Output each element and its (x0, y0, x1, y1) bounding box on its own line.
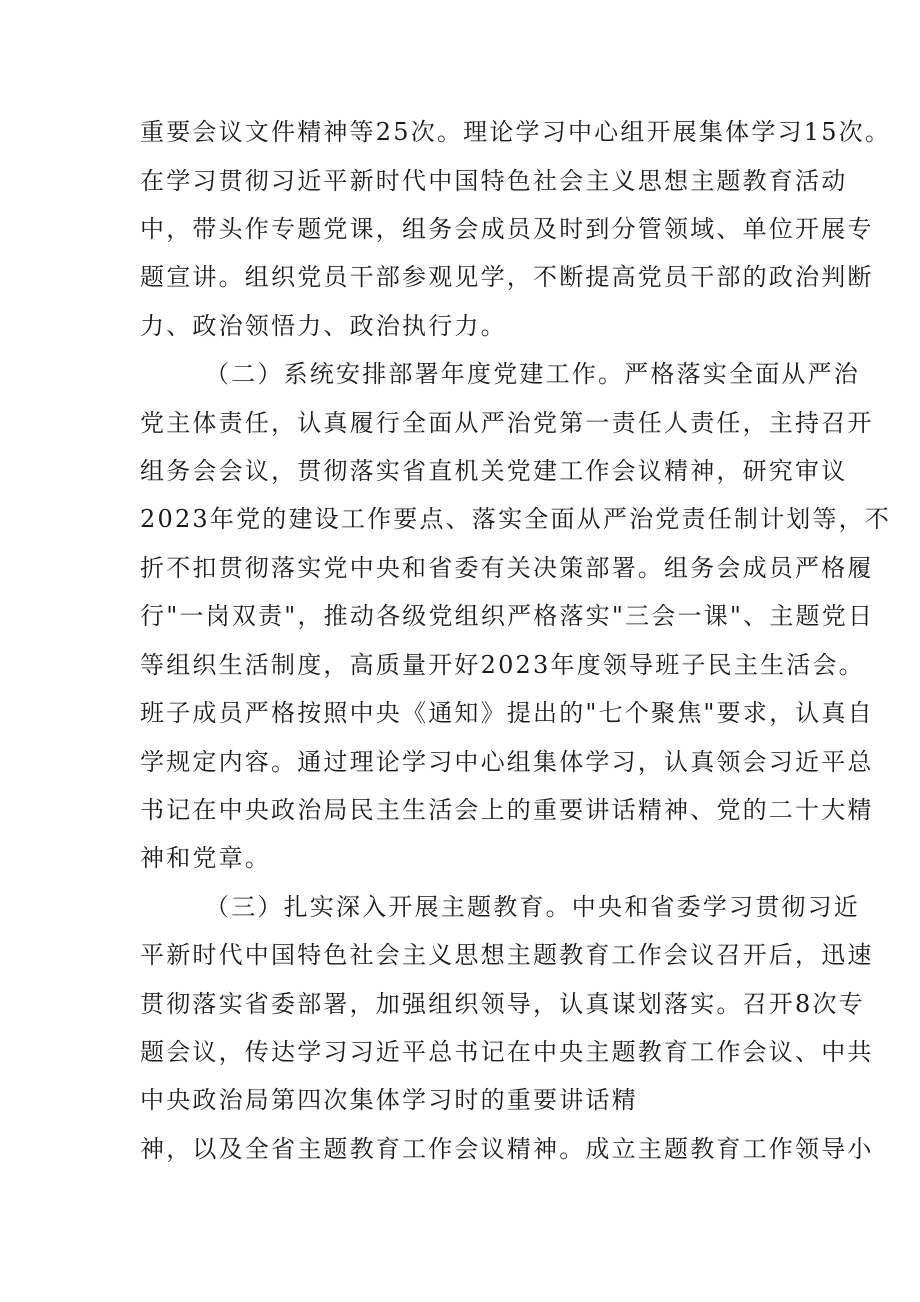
text-line: 神和党章。 (140, 844, 271, 872)
text-line: 书记在中央政治局民主生活会上的重要讲话精神、党的二十大精 (140, 796, 874, 824)
text-line: 题宣讲。组织党员干部参观见学，不断提高党员干部的政治判断 (140, 263, 874, 291)
text-line: 2023年党的建设工作要点、落实全面从严治党责任制计划等，不 (140, 505, 892, 533)
text-line: 平新时代中国特色社会主义思想主题教育工作会议召开后，迅速 (140, 941, 874, 969)
text-line: 中，带头作专题党课，组务会成员及时到分管领域、单位开展专 (140, 215, 874, 243)
section-heading-line: （二）系统安排部署年度党建工作。严格落实全面从严治 (205, 360, 860, 388)
text-line: 神，以及全省主题教育工作会议精神。成立主题教育工作领导小 (140, 1135, 874, 1163)
text-line: 学规定内容。通过理论学习中心组集体学习，认真领会习近平总 (140, 748, 874, 776)
section-heading-line: （三）扎实深入开展主题教育。中央和省委学习贯彻习近 (205, 893, 860, 921)
text-line: 党主体责任，认真履行全面从严治党第一责任人责任，主持召开 (140, 409, 874, 437)
text-line: 在学习贯彻习近平新时代中国特色社会主义思想主题教育活动 (140, 167, 848, 195)
text-line: 重要会议文件精神等25次。理论学习中心组开展集体学习15次。 (140, 118, 892, 146)
text-line: 题会议，传达学习习近平总书记在中央主题教育工作会议、中共 (140, 1038, 874, 1066)
text-line: 贯彻落实省委部署，加强组织领导，认真谋划落实。召开8次专 (140, 990, 865, 1018)
text-line: 组务会会议，贯彻落实省直机关党建工作会议精神，研究审议 (140, 457, 848, 485)
text-line: 中央政治局第四次集体学习时的重要讲话精 (140, 1086, 638, 1114)
text-line: 班子成员严格按照中央《通知》提出的"七个聚焦"要求，认真自 (140, 699, 874, 727)
text-line: 等组织生活制度，高质量开好2023年度领导班子民主生活会。 (140, 651, 865, 679)
text-line: 行"一岗双责"，推动各级党组织严格落实"三会一课"、主题党日 (140, 602, 875, 630)
text-line: 力、政治领悟力、政治执行力。 (140, 312, 507, 340)
text-line: 折不扣贯彻落实党中央和省委有关决策部署。组务会成员严格履 (140, 554, 874, 582)
